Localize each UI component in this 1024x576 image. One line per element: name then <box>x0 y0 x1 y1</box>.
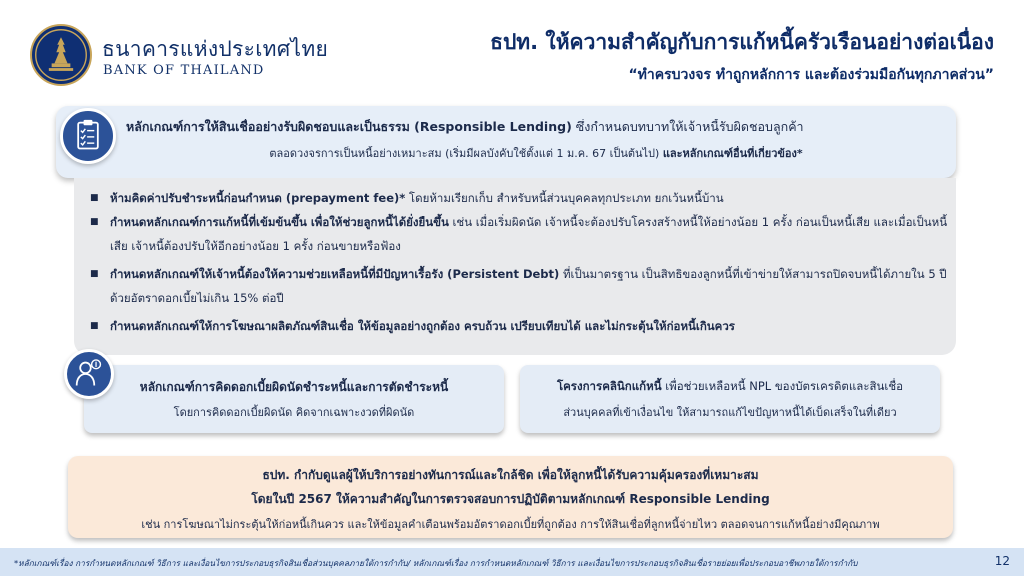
rule-item <box>90 314 950 338</box>
rule-text: เช่น เมื่อเริ่มผิดนัด เจ้าหนี้จะต้องปรับโครงสร้างหนี้ให้อย่างน้อย 1 ครั้ง ก่อนเป็นหนี้เสีย และเมื่อเป็นหนี้เสีย เจ้าหนี้ต้องปรับให้อีกอย่างน้อย 1 ครั้ง ก่อนขายหรือฟ้อง <box>110 215 948 253</box>
responsible-lending-card <box>56 106 956 178</box>
slide-title: ธปท. ให้ความสำคัญกับการแก้หนี้ครัวเรือนอย่างต่อเนื่อง <box>490 30 994 54</box>
principle-headline <box>126 119 946 135</box>
bank-of-thailand-emblem-icon <box>30 24 92 86</box>
rule-item <box>90 186 950 210</box>
page-number: 12 <box>994 554 1010 568</box>
slide-subtitle: “ทำครบวงจร ทำถูกหลักการ และต้องร่วมมือกันทุกภาคส่วน” <box>628 67 994 83</box>
summary-line: โดยในปี 2567 ให้ความสำคัญในการตรวจสอบการปฏิบัติตามหลักเกณฑ์ Responsible Lending <box>251 492 770 506</box>
rule-text: โดยห้ามเรียกเก็บ สำหรับหนี้ส่วนบุคคลทุกประเภท ยกเว้นหนี้บ้าน <box>405 191 724 205</box>
rule-text: ที่เป็นมาตรฐาน เป็นสิทธิของลูกหนี้ที่เข้าข่ายให้สามารถปิดจบหนี้ได้ภายใน 5 ปี ด้วยอัตราดอกเบี้ยไม่เกิน 15% ต่อปี <box>110 267 947 305</box>
debt-clinic-line1 <box>520 378 940 396</box>
org-name-thai: ธนาคารแห่งประเทศไทย <box>102 37 329 61</box>
default-interest-title: หลักเกณฑ์การคิดดอกเบี้ยผิดนัดชำระหนี้และการตัดชำระหนี้ <box>139 380 449 394</box>
rule-item <box>90 210 950 258</box>
debt-clinic-card <box>520 365 940 433</box>
rule-bold: กำหนดหลักเกณฑ์ให้การโฆษณาผลิตภัณฑ์สินเชื่อ ให้ข้อมูลอย่างถูกต้อง ครบถ้วน เปรียบเทียบได้ และไม่กระตุ้นให้ก่อหนี้เกินควร <box>110 319 735 333</box>
square-bullet-icon: ■ <box>90 193 99 203</box>
summary-line: ธปท. กำกับดูแลผู้ให้บริการอย่างทันการณ์และใกล้ชิด เพื่อให้ลูกหนี้ได้รับความคุ้มครองที่เหมาะสม <box>262 468 759 482</box>
rule-bold: กำหนดหลักเกณฑ์การแก้หนี้ที่เข้มข้นขึ้น เพื่อให้ช่วยลูกหนี้ได้ยั่งยืนขึ้น <box>110 215 449 229</box>
debt-clinic-title: โครงการคลินิกแก้หนี้ <box>556 379 662 393</box>
rule-bold: กำหนดหลักเกณฑ์ให้เจ้าหนี้ต้องให้ความช่วยเหลือหนี้ที่มีปัญหาเรื้อรัง (Persistent Debt) <box>110 267 560 281</box>
square-bullet-icon: ■ <box>90 269 99 279</box>
principle-headline-rest: ซึ่งกำหนดบทบาทให้เจ้าหนี้รับผิดชอบลูกค้า <box>571 119 804 134</box>
checklist-clipboard-icon <box>60 108 116 164</box>
rule-bold: ห้ามคิดค่าปรับชำระหนี้ก่อนกำหนด (prepayment fee)* <box>110 191 406 205</box>
square-bullet-icon: ■ <box>90 217 99 227</box>
rule-item <box>90 262 950 310</box>
debt-clinic-text: เพื่อช่วยเหลือหนี้ NPL ของบัตรเครดิตและสินเชื่อ <box>661 379 904 393</box>
footnote: *หลักเกณฑ์เรื่อง การกำหนดหลักเกณฑ์ วิธีการ และเงื่อนไขการประกอบธุรกิจสินเชื่อส่วนบุคคลภายใต้การกำกับ/ หลักเกณฑ์เรื่อง การกำหนดหลักเกณฑ์ วิธีการ และเงื่อนไขการประกอบธุรกิจสินเชื่อรายย่อยเพื่อประกอบอาชีพภายใต้การกำกับ <box>14 558 858 568</box>
principle-headline-bold: หลักเกณฑ์การให้สินเชื่ออย่างรับผิดชอบและเป็นธรรม (Responsible Lending) <box>126 119 572 134</box>
square-bullet-icon: ■ <box>90 321 99 331</box>
org-name-english: BANK OF THAILAND <box>103 63 265 78</box>
principle-detail <box>126 146 946 162</box>
principle-detail-bold: และหลักเกณฑ์อื่นที่เกี่ยวข้อง* <box>662 147 803 160</box>
principle-detail-normal: ตลอดวงจรการเป็นหนี้อย่างเหมาะสม (เริ่มมีผลบังคับใช้ตั้งแต่ 1 ม.ค. 67 เป็นต้นไป) <box>269 147 663 160</box>
debt-clinic-line2: ส่วนบุคคลที่เข้าเงื่อนไข ให้สามารถแก้ไขปัญหาหนี้ได้เบ็ดเสร็จในที่เดียว <box>563 406 897 419</box>
default-interest-description: โดยการคิดดอกเบี้ยผิดนัด คิดจากเฉพาะงวดที่ผิดนัด <box>173 406 415 419</box>
default-interest-card <box>84 365 504 433</box>
summary-line: เช่น การโฆษณาไม่กระตุ้นให้ก่อหนี้เกินควร และให้ข้อมูลคำเตือนพร้อมอัตราดอกเบี้ยที่ถูกต้อง การให้สินเชื่อที่ลูกหนี้จ่ายไหว ตลอดจนการแก้หนี้อย่างมีคุณภาพ <box>141 518 880 531</box>
